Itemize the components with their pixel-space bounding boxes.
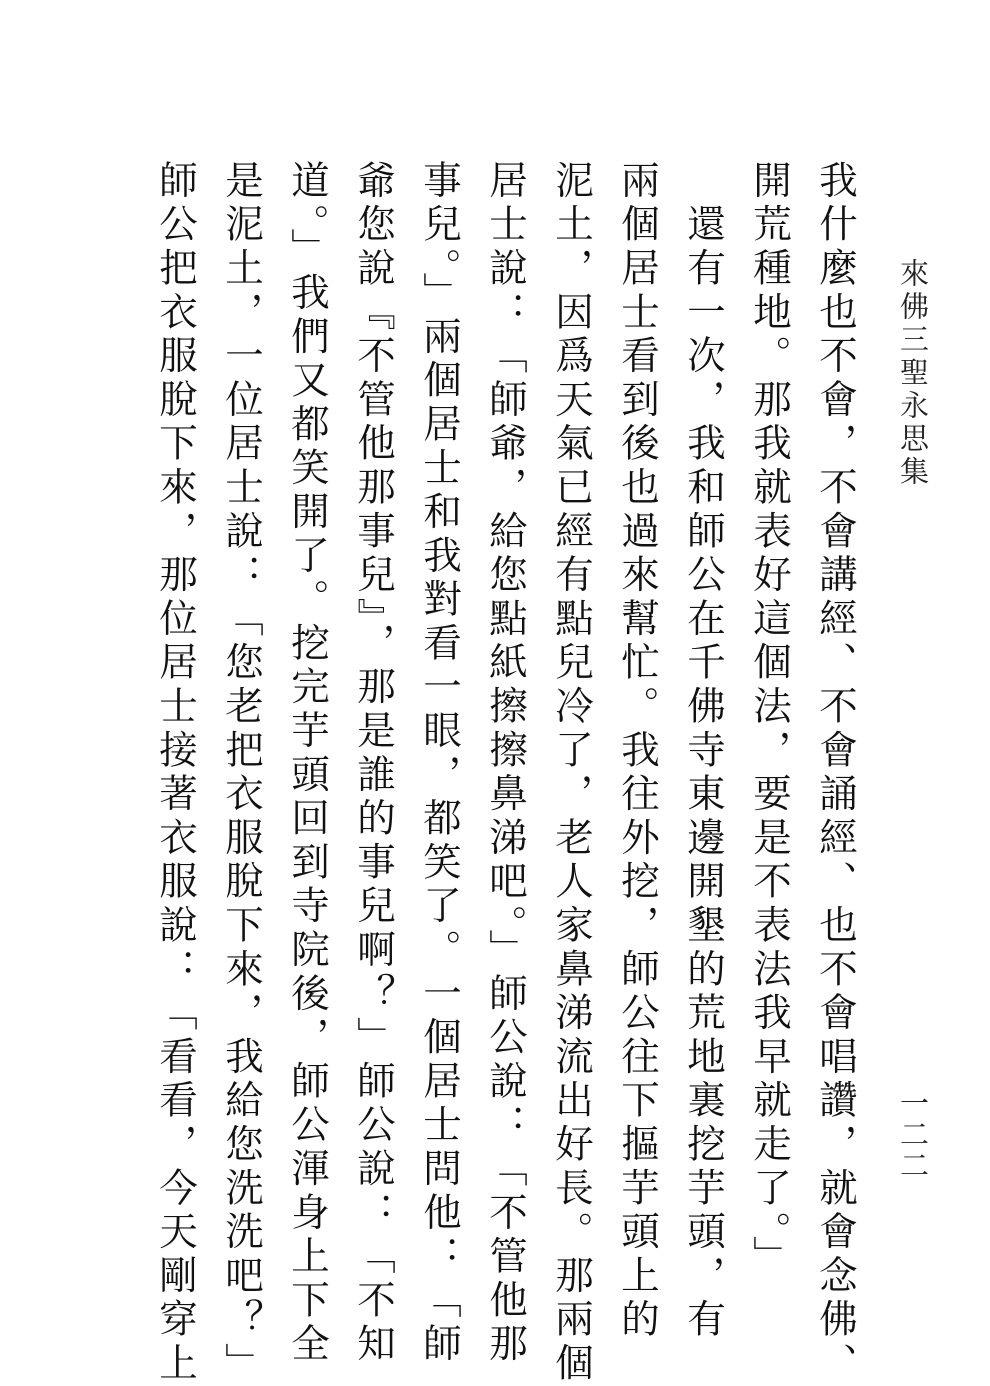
text-column: 爺您說『不管他那事兒』，那是誰的事兒啊？」師公說：「不知 bbox=[351, 160, 396, 1368]
text-column: 開荒種地。那我就表好這個法，要是不表法我早就走了。」 bbox=[747, 160, 792, 1280]
text-column: 居士說：「師爺，給您點紙擦擦鼻涕吧。」師公說：「不管他那 bbox=[483, 160, 528, 1368]
text-column: 還有一次，我和師公在千佛寺東邊開墾的荒地裏挖芋頭，有 bbox=[681, 160, 726, 1343]
text-column: 兩個居士看到後也過來幫忙。我往外挖，師公往下摳芋頭上的 bbox=[615, 160, 660, 1343]
text-column: 師公把衣服脫下來，那位居士接著衣服說：「看看，今天剛穿上 bbox=[153, 160, 198, 1386]
text-column: 泥土，因爲天氣已經有點兒冷了，老人家鼻涕流出好長。那兩個 bbox=[549, 160, 594, 1386]
text-column: 我什麼也不會，不會講經、不會誦經、也不會唱讚，就會念佛、 bbox=[813, 160, 858, 1386]
running-header-title: 來佛三聖永思集 bbox=[896, 258, 930, 489]
page-number: 一二二 bbox=[896, 1088, 930, 1181]
text-column: 道。」我們又都笑開了。挖完芋頭回到寺院後，師公渾身上下全 bbox=[285, 160, 330, 1368]
body-text bbox=[145, 160, 865, 1386]
text-column: 是泥土，一位居士說：「您老把衣服脫下來，我給您洗洗吧？」 bbox=[219, 160, 264, 1386]
text-column: 事兒。」兩個居士和我對看一眼，都笑了。一個居士問他：「師 bbox=[417, 160, 462, 1368]
